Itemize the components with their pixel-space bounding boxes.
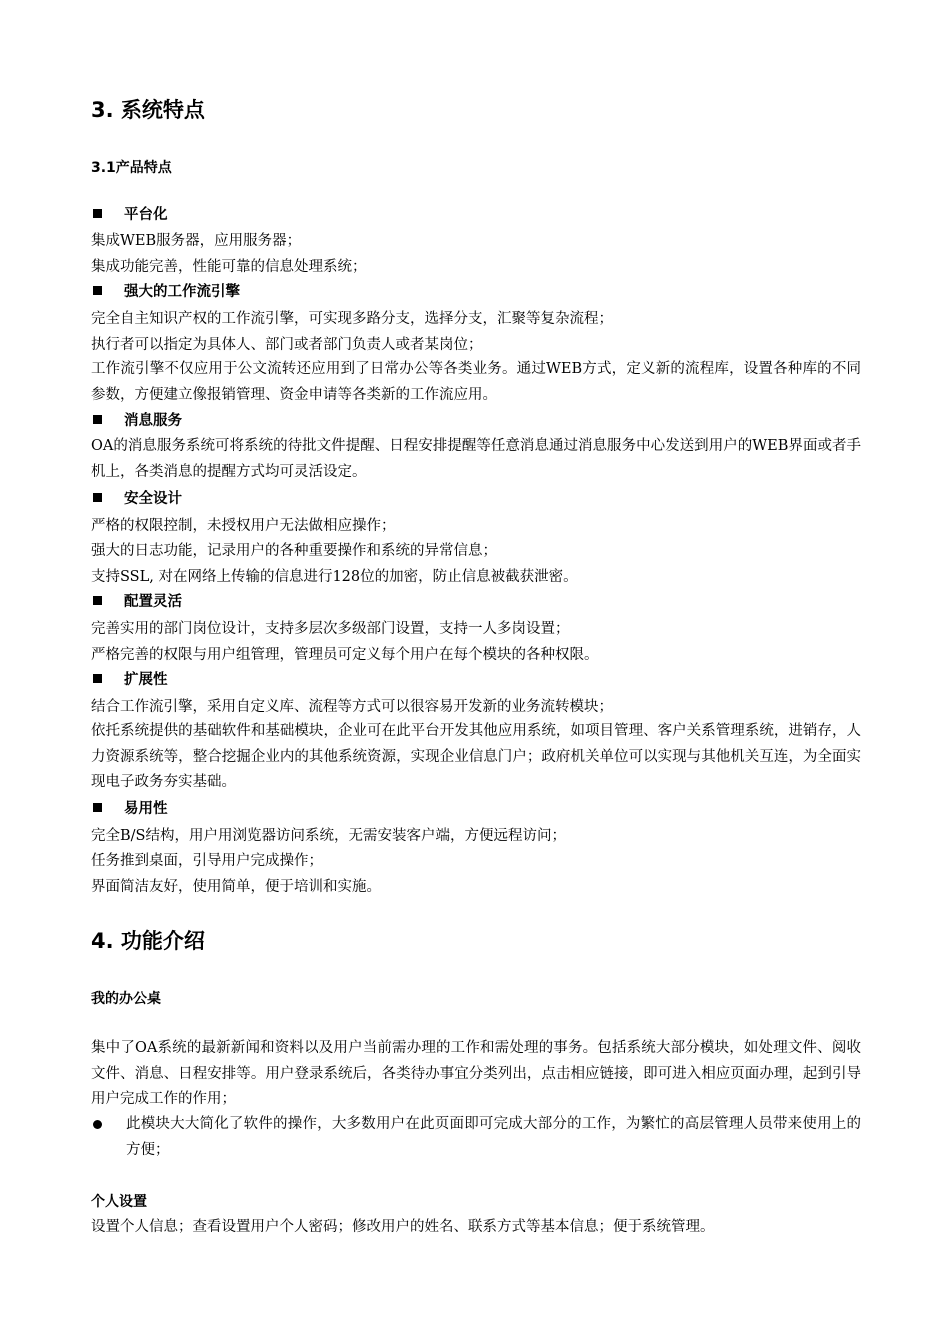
square-bullet-icon: [93, 209, 102, 218]
round-bullet-icon: [93, 1120, 102, 1129]
desk-heading: 我的办公桌: [91, 991, 161, 1007]
square-bullet-icon: [93, 596, 102, 605]
square-bullet-icon: [93, 674, 102, 683]
feature-line: 完全B/S结构，用户用浏览器访问系统，无需安装客户端，方便远程访问；: [91, 828, 566, 844]
personal-settings-line: 设置个人信息；查看设置用户个人密码；修改用户的姓名、联系方式等基本信息；便于系统管理。: [91, 1219, 715, 1235]
feature-heading-extensibility: 扩展性: [91, 670, 168, 690]
feature-heading-usability: 易用性: [91, 799, 168, 819]
feature-heading-messaging: 消息服务: [91, 411, 182, 431]
personal-settings-heading: 个人设置: [91, 1194, 147, 1210]
section-4-title: 4. 功能介绍: [91, 929, 205, 953]
feature-line: 任务推到桌面，引导用户完成操作；: [91, 853, 323, 869]
feature-line: 结合工作流引擎，采用自定义库、流程等方式可以很容易开发新的业务流转模块；: [91, 699, 613, 715]
feature-line: 支持SSL, 对在网络上传输的信息进行128位的加密，防止信息被截获泄密。: [91, 569, 578, 585]
square-bullet-icon: [93, 803, 102, 812]
feature-paragraph: 依托系统提供的基础软件和基础模块，企业可在此平台开发其他应用系统，如项目管理、客户关系管理系统，进销存，人力资源系统等，整合挖掘企业内的其他系统资源，实现企业信息门户；政府机关单位可以实现与其他机关互连，为全面实现电子政务夯实基础。: [91, 723, 861, 790]
feature-line: 完全自主知识产权的工作流引擎，可实现多路分支，选择分支，汇聚等复杂流程；: [91, 311, 613, 327]
feature-heading-configuration: 配置灵活: [91, 592, 182, 612]
feature-heading-security: 安全设计: [91, 489, 182, 509]
feature-paragraph: OA的消息服务系统可将系统的待批文件提醒、日程安排提醒等任意消息通过消息服务中心发送到用户的WEB界面或者手机上，各类消息的提醒方式均可灵活设定。: [91, 438, 861, 480]
feature-line: 强大的日志功能，记录用户的各种重要操作和系统的异常信息；: [91, 543, 497, 559]
feature-line: 界面简洁友好，使用简单，便于培训和实施。: [91, 879, 381, 895]
feature-heading-workflow: 强大的工作流引擎: [91, 282, 240, 302]
feature-line: 执行者可以指定为具体人、部门或者部门负责人或者某岗位；: [91, 337, 483, 353]
feature-heading-platform: 平台化: [91, 205, 168, 225]
square-bullet-icon: [93, 493, 102, 502]
feature-line: 严格的权限控制，未授权用户无法做相应操作；: [91, 518, 396, 534]
square-bullet-icon: [93, 415, 102, 424]
feature-line: 完善实用的部门岗位设计，支持多层次多级部门设置，支持一人多岗设置；: [91, 621, 570, 637]
feature-line: 集成功能完善，性能可靠的信息处理系统；: [91, 259, 367, 275]
desk-bullet-text: 此模块大大简化了软件的操作，大多数用户在此页面即可完成大部分的工作，为繁忙的高层管理人员带来使用上的方便；: [126, 1116, 861, 1158]
desk-bullet: [91, 1112, 861, 1163]
square-bullet-icon: [93, 286, 102, 295]
feature-line: 严格完善的权限与用户组管理，管理员可定义每个用户在每个模块的各种权限。: [91, 647, 599, 663]
desk-paragraph: 集中了OA系统的最新新闻和资料以及用户当前需办理的工作和需处理的事务。包括系统大部分模块，如处理文件、阅收文件、消息、日程安排等。用户登录系统后，各类待办事宜分类列出，点击相应链接，即可进入相应页面办理，起到引导用户完成工作的作用；: [91, 1040, 861, 1107]
feature-line: 集成WEB服务器，应用服务器；: [91, 233, 302, 249]
feature-paragraph: 工作流引擎不仅应用于公文流转还应用到了日常办公等各类业务。通过WEB方式，定义新的流程库，设置各种库的不同参数，方便建立像报销管理、资金申请等各类新的工作流应用。: [91, 361, 861, 403]
section-3-1-subtitle: 3.1产品特点: [91, 160, 172, 176]
section-3-title: 3. 系统特点: [91, 98, 205, 122]
